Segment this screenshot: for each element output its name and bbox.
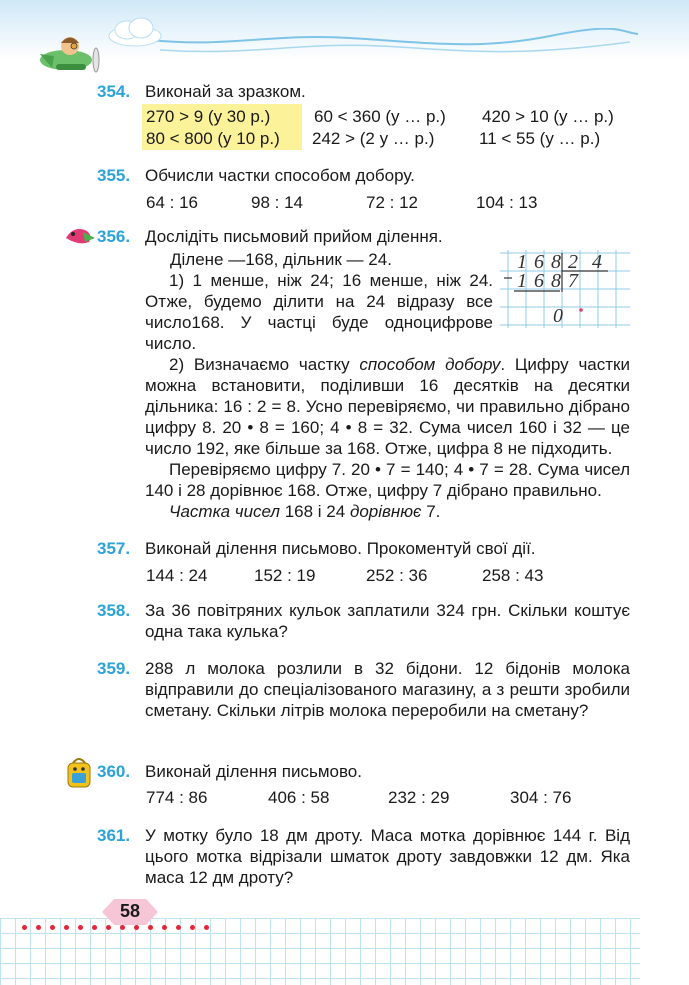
example: 64 : 16 [146,193,198,212]
task-text: За 36 повітряних кульок заплатили 324 грн. Скільки коштує одна така кулька? [145,601,630,641]
task-number: 354. [97,82,131,101]
example: 304 : 76 [510,788,572,807]
page-number [100,897,160,927]
text-part: 7. [421,502,441,521]
quotient: 7 [568,270,578,292]
text-emphasis: Частка чисел [169,502,280,521]
example: 232 : 29 [388,788,450,807]
example: 420 > 10 (у … р.) [482,107,614,126]
conclusion [169,501,440,522]
task-line: Ділене —168, дільник — 24. [170,250,392,269]
task-text: Виконай за зразком. [145,82,306,101]
example: 11 < 55 (у … р.) [479,129,601,148]
text-part: 2) Визначаємо частку [169,355,360,374]
example: 98 : 14 [251,193,303,212]
paragraph: 1) 1 менше, ніж 24; 16 менше, ніж 24. Отже, будемо ділити на 24 відразу все число168. У частці буде одноцифрове число. [145,271,493,353]
task-text: Виконай ділення письмово. Прокоментуй свої дії. [145,539,536,558]
text-emphasis: способом добору [359,355,501,374]
task-text: Дослідіть письмовий прийом ділення. [145,227,443,246]
paragraph [145,354,630,459]
example: 152 : 19 [254,566,316,585]
task-number: 361. [97,826,131,845]
task-number: 357. [97,539,131,558]
example: 252 : 36 [366,566,428,585]
page-number-text: 58 [119,901,141,921]
example: 774 : 86 [146,788,208,807]
example: 104 : 13 [476,193,538,212]
paragraph: Перевіряємо цифру 7. 20 • 7 = 140; 4 • 7 = 28. Сума чисел 140 і 28 дорівнює 168. Отже, цифру 7 дібрано правильно. [145,460,630,500]
example: 242 > (2 у … р.) [312,129,435,148]
task-text: Виконай ділення письмово. [145,762,362,781]
task-number: 356. [97,227,131,246]
example: 80 < 800 (у 10 р.) [146,129,280,148]
dividend: 168 [517,251,561,273]
remainder: 0 [553,305,563,327]
example: 144 : 24 [146,566,208,585]
backpack-icon [62,755,96,789]
example: 270 > 9 (у 30 р.) [146,107,271,126]
task-text: Обчисли частки способом добору. [145,166,415,185]
divisor: 24 [568,251,602,273]
example: 72 : 12 [366,193,418,212]
plane-icon [36,30,104,78]
task-text: 288 л молока розлили в 32 бідони. 12 бідонів молока відправили до спеціалізованого магазину, а з решти зробили сметану. Скільки літрів молока переробили на сметану? [145,659,630,720]
task-text: У мотку було 18 дм дроту. Маса мотка дорівнює 144 г. Від цього мотка відрізали шматок дроту завдовжки 12 дм. Яка маса 12 дм дроту? [145,826,630,887]
header-swoosh [150,28,640,68]
parrot-icon [63,224,97,248]
cloud-icon [105,16,165,48]
task-number: 359. [97,659,131,678]
example: 60 < 360 (у … р.) [314,107,446,126]
task-number: 358. [97,601,131,620]
text-part: . Цифру частки можна встановити, поділивши 16 десятків на десятки дільника: 16 : 2 = 8. Усно перевіряємо, чи правильно дібрано цифру 8. 20 • 8 = 160; 4 • 8 = 32. Сума чисел 160 і 32 — це число 192, яке більше за 168. Отже, цифра 8 не підходить. [145,355,630,458]
example: 258 : 43 [482,566,544,585]
text-emphasis: дорівнює [349,502,422,521]
example: 406 : 58 [268,788,330,807]
written-division-grid [500,250,630,328]
text-part: 168 і 24 [280,502,350,521]
task-number: 360. [97,762,131,781]
subtrahend: 168 [517,270,561,292]
task-number: 355. [97,166,131,185]
